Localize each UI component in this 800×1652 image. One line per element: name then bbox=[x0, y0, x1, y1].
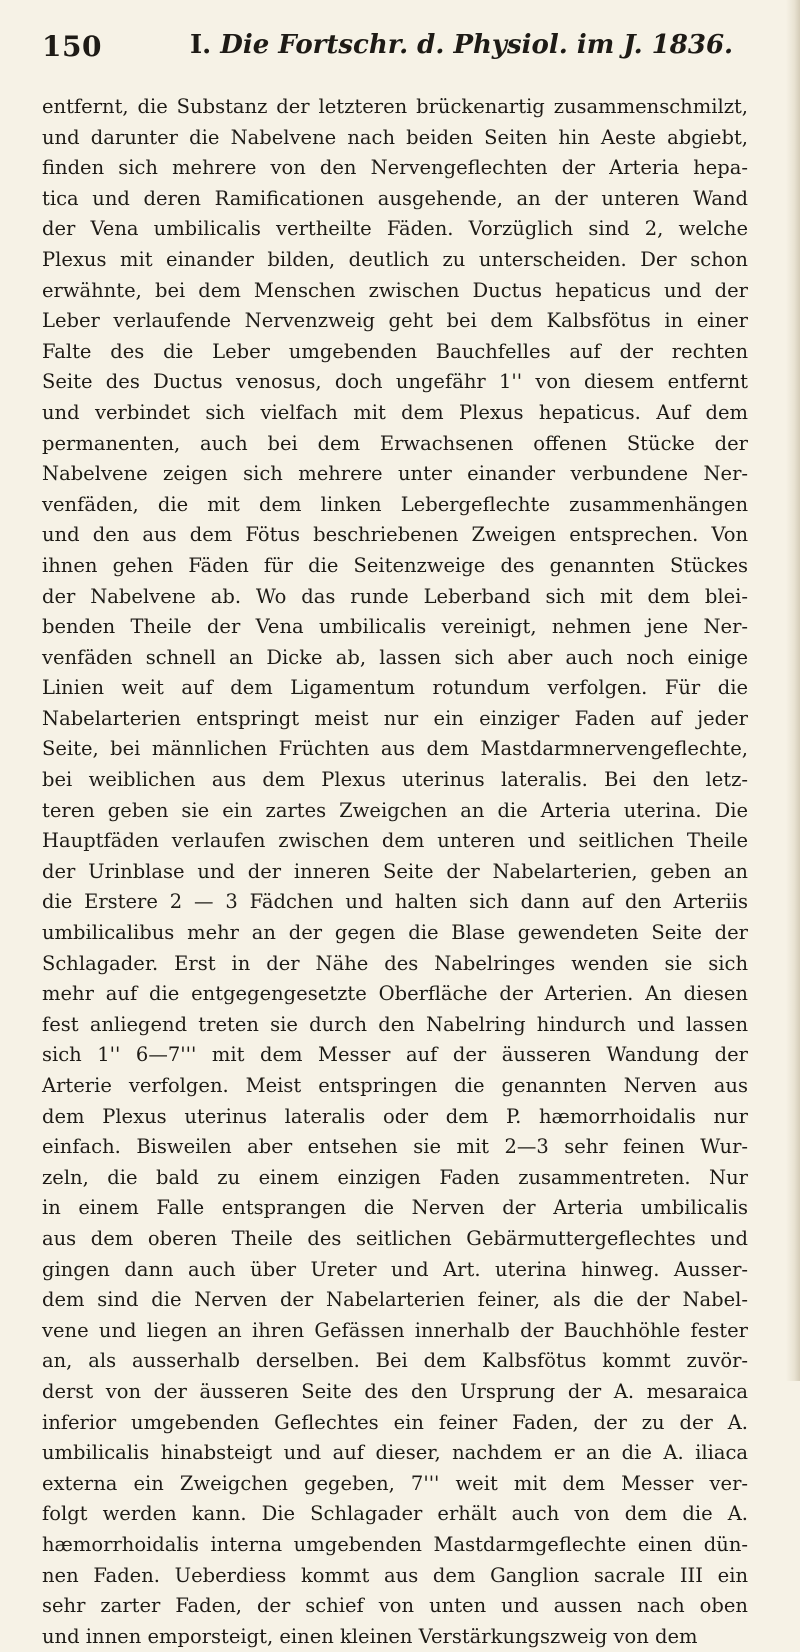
text-line: bei weiblichen aus dem Plexus uterinus lateralis. Bei den letz- bbox=[42, 768, 748, 792]
text-line: tica und deren Ramificationen ausgehende, an der unteren Wand bbox=[42, 186, 748, 210]
text-line: erwähnte, bei dem Menschen zwischen Ductus hepaticus und der bbox=[42, 278, 748, 302]
running-head-section: I. bbox=[190, 30, 212, 60]
text-line: in einem Falle entsprangen die Nerven der Arteria umbilicalis bbox=[42, 1196, 748, 1220]
text-line: venfäden schnell an Dicke ab, lassen sich aber auch noch einige bbox=[42, 645, 748, 669]
text-line: Nabelvene zeigen sich mehrere unter einander verbundene Ner- bbox=[42, 462, 748, 486]
body-text bbox=[42, 92, 748, 1652]
text-line: sich 1'' 6—7''' mit dem Messer auf der äusseren Wandung der bbox=[42, 1043, 748, 1067]
text-line: dem Plexus uterinus lateralis oder dem P. hæmorrhoidalis nur bbox=[42, 1104, 748, 1128]
text-line: gingen dann auch über Ureter und Art. uterina hinweg. Ausser- bbox=[42, 1257, 748, 1281]
text-line: finden sich mehrere von den Nervengeflechten der Arteria hepa- bbox=[42, 156, 748, 180]
text-line: fest anliegend treten sie durch den Nabelring hindurch und lassen bbox=[42, 1012, 748, 1036]
page-header bbox=[42, 30, 752, 70]
text-line: Seite des Ductus venosus, doch ungefähr 1'' von diesem entfernt bbox=[42, 370, 748, 394]
text-line: Schlagader. Erst in der Nähe des Nabelringes wenden sie sich bbox=[42, 951, 748, 975]
text-line: vene und liegen an ihren Gefässen innerhalb der Bauchhöhle fester bbox=[42, 1318, 748, 1342]
text-line: aus dem oberen Theile des seitlichen Gebärmuttergeflechtes und bbox=[42, 1226, 748, 1250]
text-line: folgt werden kann. Die Schlagader erhält auch von dem die A. bbox=[42, 1502, 748, 1526]
text-line: Hauptfäden verlaufen zwischen dem unteren und seitlichen Theile bbox=[42, 829, 748, 853]
text-line: der Nabelvene ab. Wo das runde Leberband sich mit dem blei- bbox=[42, 584, 748, 608]
text-line: und verbindet sich vielfach mit dem Plexus hepaticus. Auf dem bbox=[42, 400, 748, 424]
text-line: permanenten, auch bei dem Erwachsenen offenen Stücke der bbox=[42, 431, 748, 455]
text-line: die Erstere 2 — 3 Fädchen und halten sich dann auf den Arteriis bbox=[42, 890, 748, 914]
text-line: der Urinblase und der inneren Seite der Nabelarterien, geben an bbox=[42, 859, 748, 883]
text-line: sehr zarter Faden, der schief von unten und aussen nach oben bbox=[42, 1594, 748, 1618]
text-line: dem sind die Nerven der Nabelarterien feiner, als die der Nabel- bbox=[42, 1288, 748, 1312]
text-line: umbilicalibus mehr an der gegen die Blase gewendeten Seite der bbox=[42, 921, 748, 945]
running-head bbox=[190, 30, 733, 60]
text-line: teren geben sie ein zartes Zweigchen an die Arteria uterina. Die bbox=[42, 798, 748, 822]
text-line: externa ein Zweigchen gegeben, 7''' weit mit dem Messer ver- bbox=[42, 1471, 748, 1495]
text-line: zeln, die bald zu einem einzigen Faden zusammentreten. Nur bbox=[42, 1165, 748, 1189]
text-line: an, als ausserhalb derselben. Bei dem Kalbsfötus kommt zuvör- bbox=[42, 1349, 748, 1373]
text-line: hæmorrhoidalis interna umgebenden Mastdarmgeflechte einen dün- bbox=[42, 1532, 748, 1556]
text-line: Nabelarterien entspringt meist nur ein einziger Faden auf jeder bbox=[42, 706, 748, 730]
text-line: Leber verlaufende Nervenzweig geht bei dem Kalbsfötus in einer bbox=[42, 309, 748, 333]
text-line: und darunter die Nabelvene nach beiden Seiten hin Aeste abgiebt, bbox=[42, 125, 748, 149]
text-line: derst von der äusseren Seite des den Ursprung der A. mesaraica bbox=[42, 1379, 748, 1403]
text-line: umbilicalis hinabsteigt und auf dieser, nachdem er an die A. iliaca bbox=[42, 1441, 748, 1465]
text-line: venfäden, die mit dem linken Lebergeflechte zusammenhängen bbox=[42, 492, 748, 516]
text-line: entfernt, die Substanz der letzteren brückenartig zusammenschmilzt, bbox=[42, 95, 748, 118]
page-edge-shadow bbox=[786, 0, 800, 1381]
text-line: und innen emporsteigt, einen kleinen Verstärkungszweig von dem bbox=[42, 1624, 698, 1648]
text-line: nen Faden. Ueberdiess kommt aus dem Ganglion sacrale III ein bbox=[42, 1563, 748, 1587]
text-line: Seite, bei männlichen Früchten aus dem Mastdarmnervengeflechte, bbox=[42, 737, 748, 761]
text-line: und den aus dem Fötus beschriebenen Zweigen entsprechen. Von bbox=[42, 523, 748, 547]
text-line: Arterie verfolgen. Meist entspringen die genannten Nerven aus bbox=[42, 1074, 748, 1097]
page-number: 150 bbox=[42, 30, 102, 63]
text-line: der Vena umbilicalis vertheilte Fäden. Vorzüglich sind 2, welche bbox=[42, 217, 748, 241]
text-line: Falte des die Leber umgebenden Bauchfelles auf der rechten bbox=[42, 339, 748, 363]
running-head-title: Die Fortschr. d. Physiol. im J. 1836. bbox=[220, 30, 734, 60]
text-line: ihnen gehen Fäden für die Seitenzweige des genannten Stückes bbox=[42, 553, 748, 577]
text-line: Linien weit auf dem Ligamentum rotundum verfolgen. Für die bbox=[42, 676, 748, 700]
text-line: mehr auf die entgegengesetzte Oberfläche der Arterien. An diesen bbox=[42, 982, 748, 1006]
text-line: inferior umgebenden Geflechtes ein feiner Faden, der zu der A. bbox=[42, 1410, 748, 1434]
text-line: benden Theile der Vena umbilicalis vereinigt, nehmen jene Ner- bbox=[42, 615, 748, 639]
text-line: einfach. Bisweilen aber entsehen sie mit 2—3 sehr feinen Wur- bbox=[42, 1135, 748, 1159]
text-line: Plexus mit einander bilden, deutlich zu unterscheiden. Der schon bbox=[42, 247, 748, 271]
